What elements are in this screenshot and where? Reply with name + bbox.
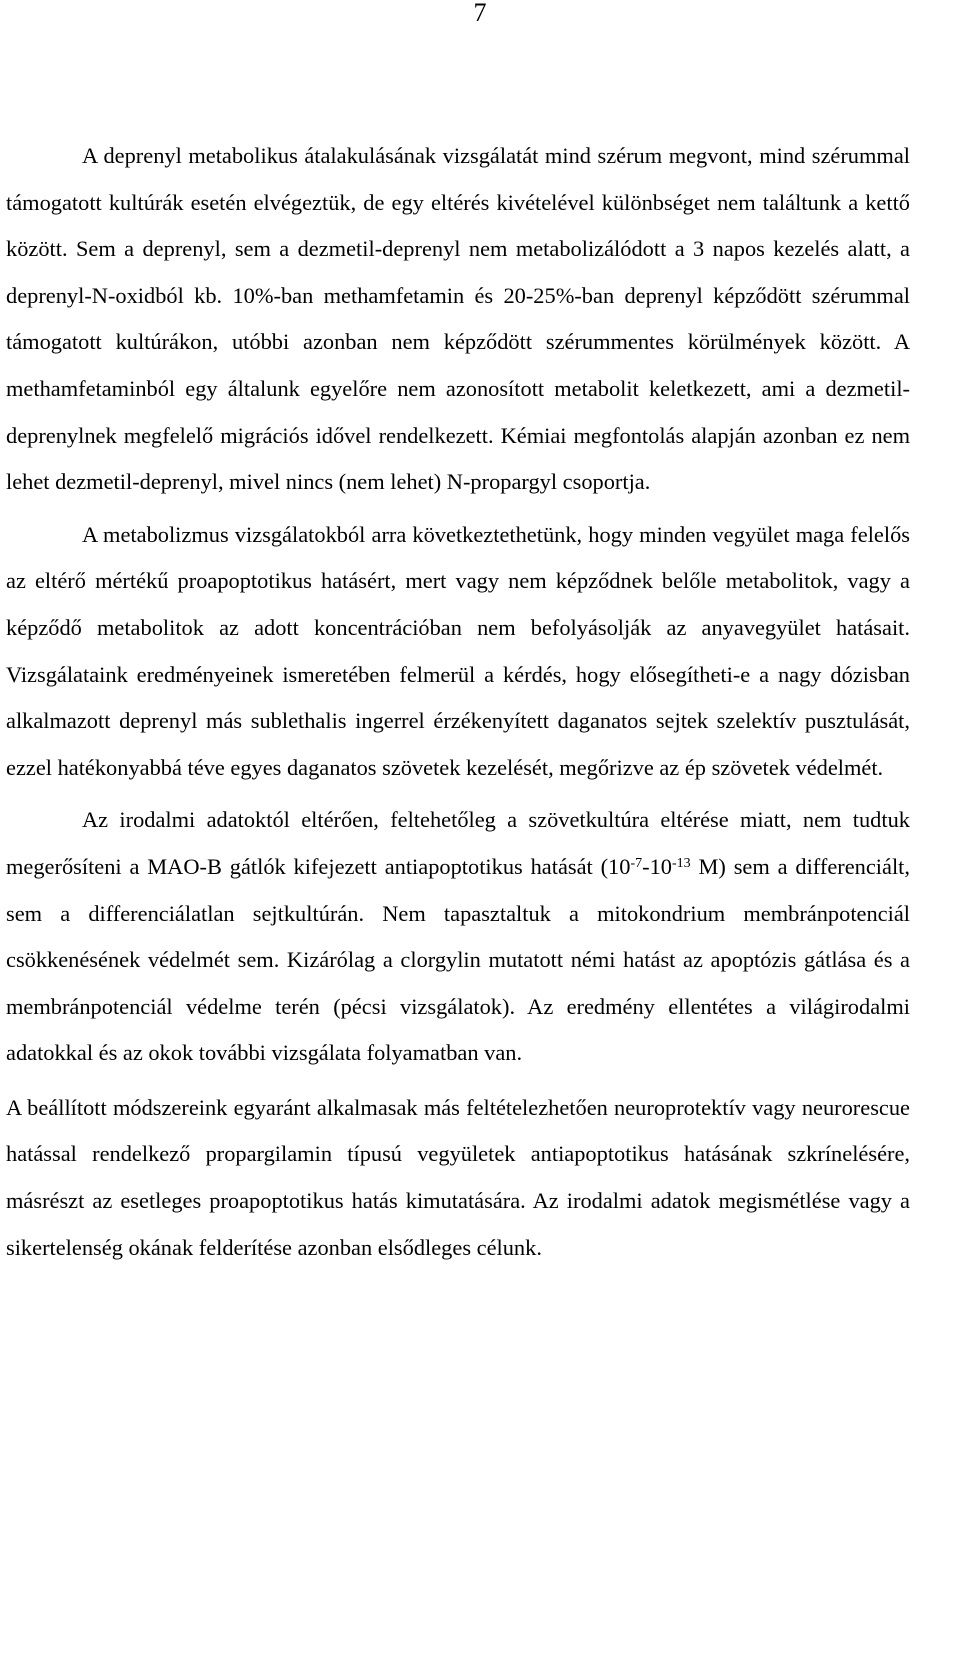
exponent-1: -7	[630, 856, 643, 872]
paragraph-2: A metabolizmus vizsgálatokból arra következtethetünk, hogy minden vegyület maga felelős az eltérő mértékű proapoptotikus hatásért, mert vagy nem képződnek belőle metabolitok, vagy a képződő metabolitok az adott koncentrációban nem befolyásolják az anyavegyület hatásait. Vizsgálataink eredményeinek ismeretében felmerül a kérdés, hogy elősegítheti-e a nagy dózisban alkalmazott deprenyl más sublethalis ingerrel érzékenyített daganatos sejtek szelektív pusztulását, ezzel hatékonyabbá téve egyes daganatos szövetek kezelését, megőrizve az ép szövetek védelmét.	[6, 521, 910, 780]
paragraph-3-part-1: Az irodalmi adatoktól eltérően, feltehetőleg a szövetkultúra eltérése miatt, nem tudtuk megerősíteni a MAO-B gátlók kifejezett antiapoptotikus hatását (10	[6, 807, 910, 879]
paragraph-3-part-3: M) sem a differenciált, sem a differenciálatlan sejtkultúrán. Nem tapasztaltuk a mitokondrium membránpotenciál csökkenésének védelmét sem. Kizárólag a clorgylin mutatott némi hatást az apoptózis gátlása és a membránpotenciál védelme terén (pécsi vizsgálatok). Az eredmény ellentétes a világirodalmi adatokkal és az okok további vizsgálata folyamatban van.	[6, 853, 910, 1066]
paragraph-3-part-2: -10	[642, 853, 672, 879]
page-number: 7	[473, 0, 487, 27]
paragraph-3	[6, 797, 910, 1077]
document-body	[6, 133, 910, 1271]
paragraph-4: A beállított módszereink egyaránt alkalmasak más feltételezhetően neuroprotektív vagy neurorescue hatással rendelkező propargilamin típusú vegyületek antiapoptotikus hatásának szkrínelésére, másrészt az esetleges proapoptotikus hatás kimutatására. Az irodalmi adatok megismétlése vagy a sikertelenség okának felderítése azonban elsődleges célunk.	[6, 1094, 910, 1260]
paragraph-1: A deprenyl metabolikus átalakulásának vizsgálatát mind szérum megvont, mind szérummal támogatott kultúrák esetén elvégeztük, de egy eltérés kivételével különbséget nem találtunk a kettő között. Sem a deprenyl, sem a dezmetil-deprenyl nem metabolizálódott a 3 napos kezelés alatt, a deprenyl-N-oxidból kb. 10%-ban methamfetamin és 20-25%-ban deprenyl képződött szérummal támogatott kultúrákon, utóbbi azonban nem képződött szérummentes körülmények között. A methamfetaminból egy általunk egyelőre nem azonosított metabolit keletkezett, ami a dezmetil-deprenylnek megfelelő migrációs idővel rendelkezett. Kémiai megfontolás alapján azonban ez nem lehet dezmetil-deprenyl, mivel nincs (nem lehet) N-propargyl csoportja.	[6, 143, 910, 495]
exponent-2: -13	[671, 856, 691, 872]
